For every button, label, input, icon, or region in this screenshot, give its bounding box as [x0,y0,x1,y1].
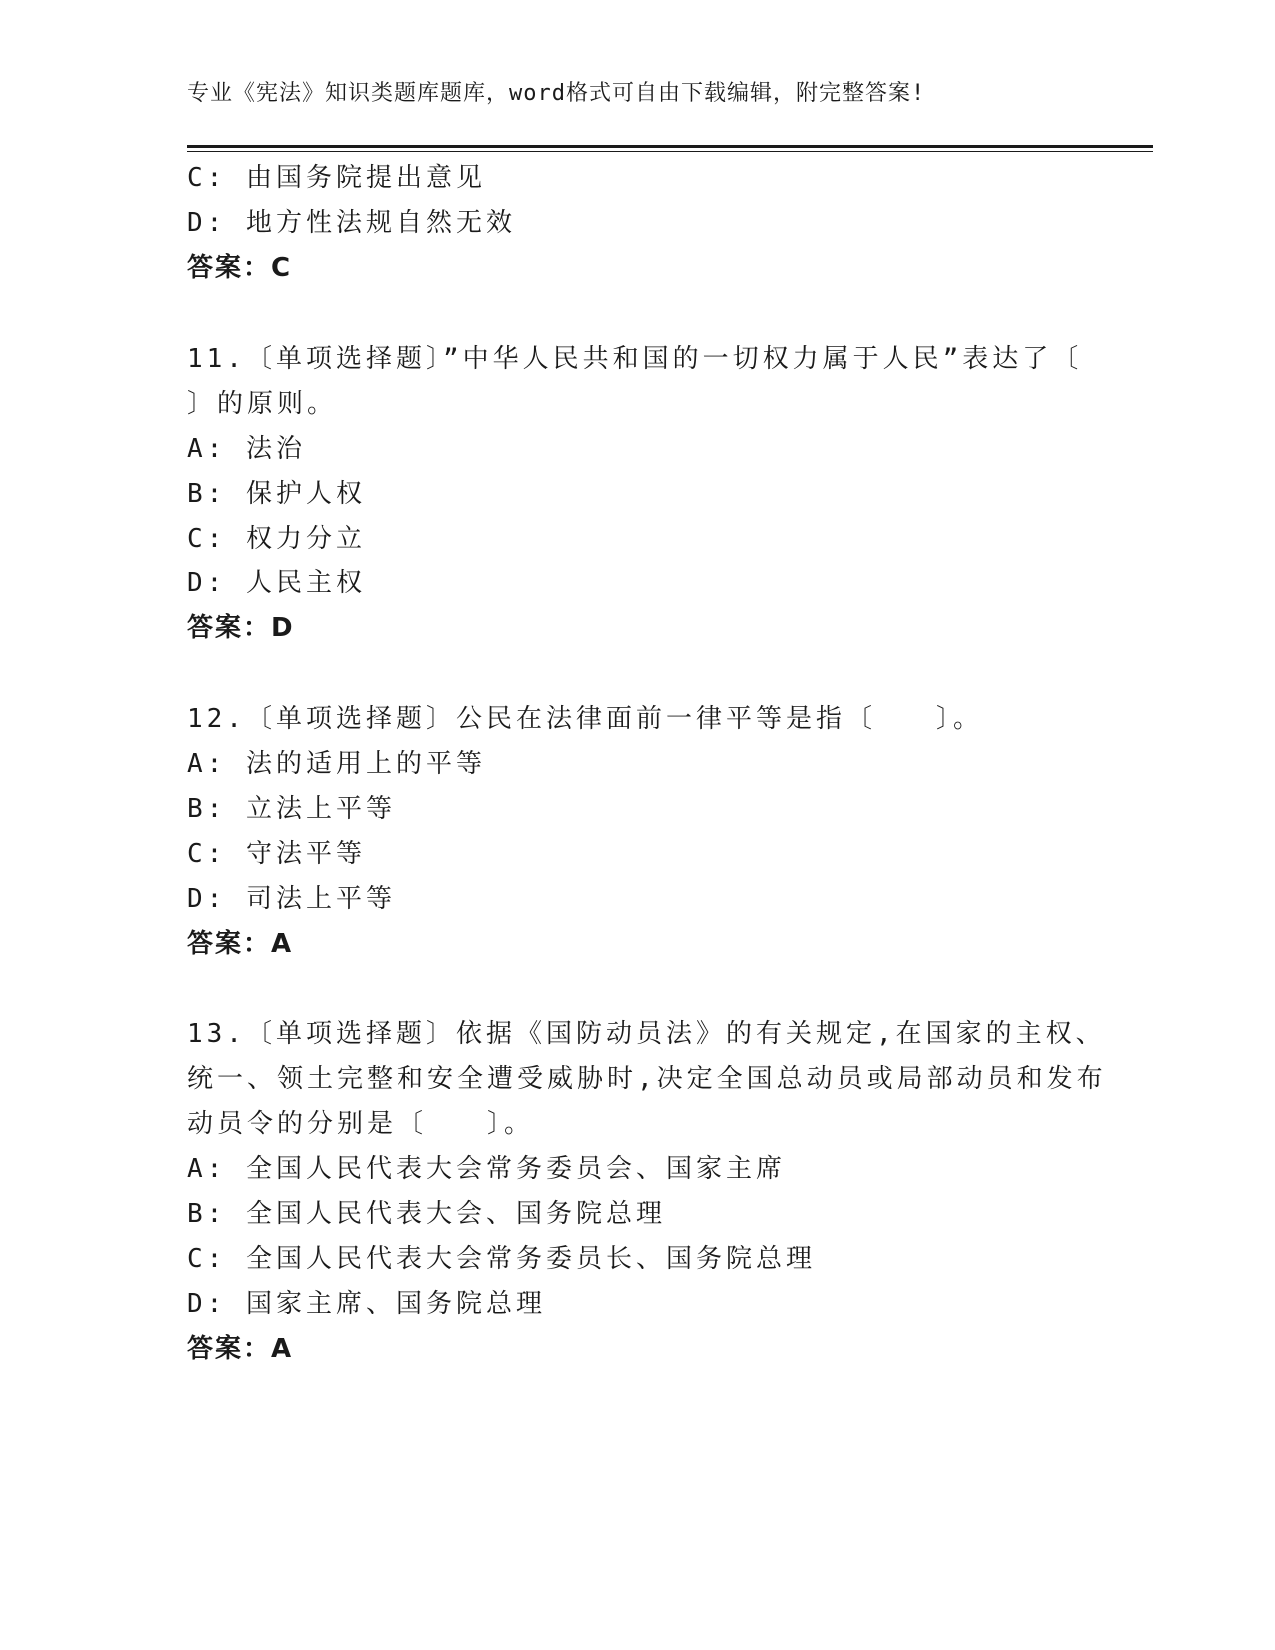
q13-option-b: B: 全国人民代表大会、国务院总理 [187,1199,666,1229]
page-header: 专业《宪法》知识类题库题库，word格式可自由下载编辑，附完整答案! [187,81,926,106]
q11-option-b: B: 保护人权 [187,479,366,509]
prev-option-d: D: 地方性法规自然无效 [187,208,516,238]
q12-option-c: C: 守法平等 [187,839,366,869]
q11-option-c: C: 权力分立 [187,524,366,554]
header-rule-thin [187,151,1153,152]
q13-option-a: A: 全国人民代表大会常务委员会、国家主席 [187,1154,786,1184]
q11-option-a: A: 法治 [187,434,306,464]
q11-answer: 答案：D [187,613,295,643]
q12-option-a: A: 法的适用上的平等 [187,749,486,779]
q11-stem-line-1: 11.〔单项选择题〕”中华人民共和国的一切权力属于人民”表达了〔 [187,344,1083,374]
prev-option-c: C: 由国务院提出意见 [187,163,486,193]
q13-stem-line-3: 动员令的分别是〔 〕。 [187,1109,535,1139]
header-rule-thick [187,145,1153,148]
q13-option-c: C: 全国人民代表大会常务委员长、国务院总理 [187,1244,816,1274]
q12-option-d: D: 司法上平等 [187,884,396,914]
q13-stem-line-2: 统一、领土完整和安全遭受威胁时,决定全国总动员或局部动员和发布 [187,1064,1107,1094]
q13-option-d: D: 国家主席、国务院总理 [187,1289,546,1319]
q13-answer: 答案：A [187,1334,294,1364]
q12-answer: 答案：A [187,929,294,959]
prev-answer: 答案：C [187,253,293,283]
q13-stem-line-1: 13.〔单项选择题〕依据《国防动员法》的有关规定,在国家的主权、 [187,1019,1106,1049]
q11-stem-line-2: 〕的原则。 [187,389,338,419]
q12-stem-line-1: 12.〔单项选择题〕公民在法律面前一律平等是指〔 〕。 [187,704,983,734]
q11-option-d: D: 人民主权 [187,568,366,598]
q12-option-b: B: 立法上平等 [187,794,396,824]
